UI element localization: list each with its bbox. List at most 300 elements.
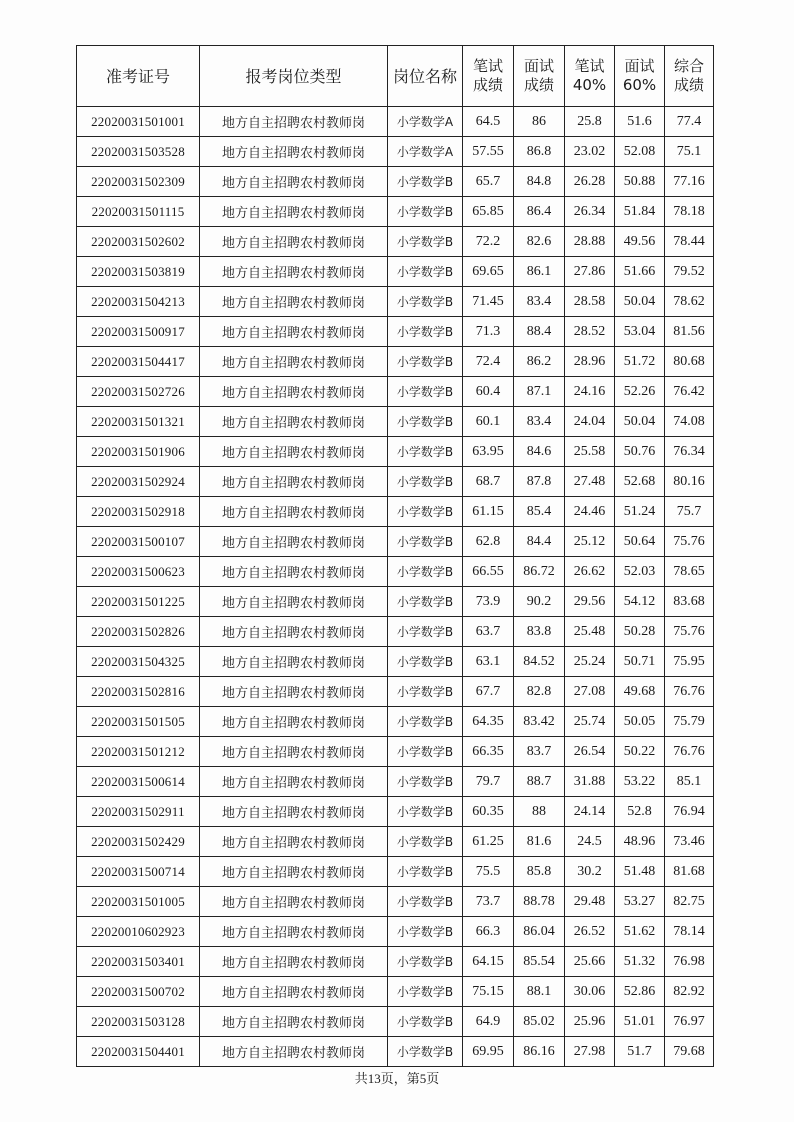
cell-exam-id: 22020031502924: [77, 467, 200, 497]
cell-interview-60: 53.22: [615, 767, 665, 797]
cell-interview-score: 86.4: [514, 197, 565, 227]
cell-written-40: 29.48: [565, 887, 615, 917]
header-position-type: 报考岗位类型: [200, 46, 388, 107]
cell-written-40: 28.52: [565, 317, 615, 347]
cell-position-name: 小学数学B: [388, 227, 463, 257]
cell-position-type: 地方自主招聘农村教师岗: [200, 917, 388, 947]
table-row: [77, 467, 714, 497]
cell-exam-id: 22020031503528: [77, 137, 200, 167]
cell-interview-score: 86.1: [514, 257, 565, 287]
table-row: [77, 257, 714, 287]
header-total-score-line1: 综合: [673, 57, 704, 75]
table-body: [77, 107, 714, 1067]
cell-interview-score: 87.8: [514, 467, 565, 497]
table-row: [77, 227, 714, 257]
cell-interview-score: 88.4: [514, 317, 565, 347]
cell-interview-score: 84.8: [514, 167, 565, 197]
cell-written-40: 23.02: [565, 137, 615, 167]
cell-written-score: 66.3: [463, 917, 514, 947]
cell-written-score: 64.5: [463, 107, 514, 137]
cell-exam-id: 22020031502918: [77, 497, 200, 527]
cell-total-score: 79.52: [665, 257, 714, 287]
header-written-40-line1: 笔试: [574, 57, 605, 75]
table-row: [77, 587, 714, 617]
header-interview-60-line2: 60%: [622, 76, 657, 94]
cell-written-40: 30.06: [565, 977, 615, 1007]
cell-total-score: 77.16: [665, 167, 714, 197]
cell-total-score: 82.92: [665, 977, 714, 1007]
cell-exam-id: 22020031500702: [77, 977, 200, 1007]
table-row: [77, 287, 714, 317]
header-position-name: 岗位名称: [388, 46, 463, 107]
cell-interview-score: 83.4: [514, 407, 565, 437]
cell-interview-60: 51.32: [615, 947, 665, 977]
cell-interview-60: 50.04: [615, 407, 665, 437]
cell-position-name: 小学数学B: [388, 167, 463, 197]
cell-position-name: 小学数学B: [388, 1037, 463, 1067]
cell-exam-id: 22020031500917: [77, 317, 200, 347]
cell-interview-60: 51.62: [615, 917, 665, 947]
cell-position-name: 小学数学B: [388, 317, 463, 347]
cell-total-score: 76.97: [665, 1007, 714, 1037]
cell-exam-id: 22020031502816: [77, 677, 200, 707]
cell-interview-score: 83.4: [514, 287, 565, 317]
cell-position-name: 小学数学B: [388, 587, 463, 617]
cell-position-type: 地方自主招聘农村教师岗: [200, 377, 388, 407]
table-row: [77, 707, 714, 737]
table-row: [77, 947, 714, 977]
cell-position-name: 小学数学B: [388, 347, 463, 377]
cell-position-type: 地方自主招聘农村教师岗: [200, 167, 388, 197]
cell-position-name: 小学数学B: [388, 797, 463, 827]
cell-written-score: 61.15: [463, 497, 514, 527]
cell-written-40: 26.34: [565, 197, 615, 227]
cell-written-40: 24.16: [565, 377, 615, 407]
table-row: [77, 857, 714, 887]
cell-written-40: 27.98: [565, 1037, 615, 1067]
cell-written-40: 30.2: [565, 857, 615, 887]
header-total-score-line2: 成绩: [673, 76, 704, 94]
cell-interview-60: 51.6: [615, 107, 665, 137]
cell-interview-60: 51.7: [615, 1037, 665, 1067]
cell-exam-id: 22020031504213: [77, 287, 200, 317]
cell-total-score: 75.1: [665, 137, 714, 167]
table-row: [77, 317, 714, 347]
cell-written-40: 25.12: [565, 527, 615, 557]
cell-written-score: 65.7: [463, 167, 514, 197]
cell-position-name: 小学数学B: [388, 947, 463, 977]
cell-position-type: 地方自主招聘农村教师岗: [200, 107, 388, 137]
table-row: [77, 647, 714, 677]
cell-position-type: 地方自主招聘农村教师岗: [200, 677, 388, 707]
cell-exam-id: 22020031502726: [77, 377, 200, 407]
cell-total-score: 76.42: [665, 377, 714, 407]
cell-written-score: 64.15: [463, 947, 514, 977]
cell-position-type: 地方自主招聘农村教师岗: [200, 827, 388, 857]
cell-written-40: 28.58: [565, 287, 615, 317]
cell-written-40: 26.52: [565, 917, 615, 947]
cell-written-score: 57.55: [463, 137, 514, 167]
cell-written-score: 69.65: [463, 257, 514, 287]
cell-position-name: 小学数学B: [388, 827, 463, 857]
cell-position-type: 地方自主招聘农村教师岗: [200, 317, 388, 347]
cell-written-40: 28.96: [565, 347, 615, 377]
cell-total-score: 83.68: [665, 587, 714, 617]
cell-total-score: 82.75: [665, 887, 714, 917]
cell-written-score: 64.35: [463, 707, 514, 737]
cell-interview-60: 53.27: [615, 887, 665, 917]
cell-total-score: 81.68: [665, 857, 714, 887]
cell-position-name: 小学数学B: [388, 887, 463, 917]
table-row: [77, 887, 714, 917]
cell-total-score: 85.1: [665, 767, 714, 797]
cell-exam-id: 22020031502309: [77, 167, 200, 197]
cell-written-score: 65.85: [463, 197, 514, 227]
cell-position-name: 小学数学B: [388, 197, 463, 227]
cell-written-score: 75.15: [463, 977, 514, 1007]
cell-exam-id: 22020031502911: [77, 797, 200, 827]
cell-position-name: 小学数学B: [388, 677, 463, 707]
cell-interview-score: 82.6: [514, 227, 565, 257]
cell-written-40: 25.66: [565, 947, 615, 977]
cell-exam-id: 22020031501321: [77, 407, 200, 437]
cell-interview-60: 50.64: [615, 527, 665, 557]
cell-exam-id: 22020031501505: [77, 707, 200, 737]
cell-interview-score: 85.8: [514, 857, 565, 887]
cell-position-name: 小学数学B: [388, 437, 463, 467]
page-footer: 共13页，第5页: [354, 1071, 440, 1086]
cell-position-type: 地方自主招聘农村教师岗: [200, 1037, 388, 1067]
cell-written-40: 24.46: [565, 497, 615, 527]
cell-exam-id: 22020031504401: [77, 1037, 200, 1067]
cell-total-score: 73.46: [665, 827, 714, 857]
cell-position-name: 小学数学B: [388, 857, 463, 887]
cell-position-type: 地方自主招聘农村教师岗: [200, 887, 388, 917]
cell-written-score: 60.35: [463, 797, 514, 827]
cell-position-name: 小学数学B: [388, 767, 463, 797]
cell-interview-score: 83.42: [514, 707, 565, 737]
cell-exam-id: 22020031501001: [77, 107, 200, 137]
cell-position-name: 小学数学B: [388, 917, 463, 947]
cell-exam-id: 22020010602923: [77, 917, 200, 947]
cell-interview-score: 90.2: [514, 587, 565, 617]
cell-exam-id: 22020031501005: [77, 887, 200, 917]
cell-interview-score: 85.02: [514, 1007, 565, 1037]
cell-total-score: 80.68: [665, 347, 714, 377]
table-row: [77, 347, 714, 377]
cell-position-type: 地方自主招聘农村教师岗: [200, 587, 388, 617]
cell-written-40: 27.86: [565, 257, 615, 287]
header-written-score-line2: 成绩: [472, 76, 503, 94]
cell-written-40: 27.48: [565, 467, 615, 497]
cell-interview-60: 52.26: [615, 377, 665, 407]
cell-total-score: 76.34: [665, 437, 714, 467]
cell-written-score: 73.9: [463, 587, 514, 617]
cell-written-40: 31.88: [565, 767, 615, 797]
cell-interview-60: 50.04: [615, 287, 665, 317]
score-table: [76, 45, 714, 1067]
cell-interview-60: 51.84: [615, 197, 665, 227]
cell-interview-score: 84.6: [514, 437, 565, 467]
cell-interview-score: 88.7: [514, 767, 565, 797]
cell-interview-60: 51.24: [615, 497, 665, 527]
cell-interview-60: 51.01: [615, 1007, 665, 1037]
cell-exam-id: 22020031501115: [77, 197, 200, 227]
cell-interview-score: 83.7: [514, 737, 565, 767]
cell-interview-60: 50.28: [615, 617, 665, 647]
cell-total-score: 76.76: [665, 737, 714, 767]
cell-interview-score: 86.16: [514, 1037, 565, 1067]
cell-total-score: 76.94: [665, 797, 714, 827]
cell-written-score: 67.7: [463, 677, 514, 707]
cell-position-name: 小学数学B: [388, 737, 463, 767]
cell-written-score: 60.4: [463, 377, 514, 407]
cell-written-score: 63.95: [463, 437, 514, 467]
cell-position-name: 小学数学B: [388, 287, 463, 317]
cell-exam-id: 22020031501212: [77, 737, 200, 767]
cell-interview-score: 85.4: [514, 497, 565, 527]
cell-written-score: 66.35: [463, 737, 514, 767]
cell-written-score: 75.5: [463, 857, 514, 887]
cell-position-name: 小学数学B: [388, 467, 463, 497]
table-row: [77, 497, 714, 527]
cell-exam-id: 22020031501906: [77, 437, 200, 467]
cell-exam-id: 22020031504325: [77, 647, 200, 677]
cell-written-40: 26.28: [565, 167, 615, 197]
header-interview-score: [514, 46, 565, 107]
table-row: [77, 377, 714, 407]
table-row: [77, 527, 714, 557]
cell-interview-score: 88: [514, 797, 565, 827]
cell-total-score: 78.44: [665, 227, 714, 257]
cell-interview-60: 52.86: [615, 977, 665, 1007]
cell-position-type: 地方自主招聘农村教师岗: [200, 197, 388, 227]
cell-interview-60: 49.68: [615, 677, 665, 707]
cell-interview-60: 54.12: [615, 587, 665, 617]
table-row: [77, 917, 714, 947]
cell-written-40: 26.54: [565, 737, 615, 767]
cell-total-score: 76.98: [665, 947, 714, 977]
cell-position-type: 地方自主招聘农村教师岗: [200, 467, 388, 497]
cell-interview-score: 86: [514, 107, 565, 137]
cell-written-40: 25.58: [565, 437, 615, 467]
cell-interview-60: 50.05: [615, 707, 665, 737]
cell-position-name: 小学数学B: [388, 527, 463, 557]
cell-interview-score: 84.52: [514, 647, 565, 677]
cell-written-score: 66.55: [463, 557, 514, 587]
cell-position-type: 地方自主招聘农村教师岗: [200, 287, 388, 317]
cell-interview-score: 86.04: [514, 917, 565, 947]
header-interview-60-line1: 面试: [624, 57, 655, 75]
cell-position-type: 地方自主招聘农村教师岗: [200, 257, 388, 287]
cell-total-score: 79.68: [665, 1037, 714, 1067]
cell-exam-id: 22020031503128: [77, 1007, 200, 1037]
cell-interview-score: 86.72: [514, 557, 565, 587]
cell-position-name: 小学数学B: [388, 707, 463, 737]
cell-position-name: 小学数学A: [388, 107, 463, 137]
cell-exam-id: 22020031502429: [77, 827, 200, 857]
cell-position-name: 小学数学A: [388, 137, 463, 167]
cell-position-type: 地方自主招聘农村教师岗: [200, 527, 388, 557]
cell-position-type: 地方自主招聘农村教师岗: [200, 407, 388, 437]
cell-interview-60: 52.08: [615, 137, 665, 167]
cell-position-type: 地方自主招聘农村教师岗: [200, 1007, 388, 1037]
cell-exam-id: 22020031501225: [77, 587, 200, 617]
cell-interview-score: 82.8: [514, 677, 565, 707]
cell-position-name: 小学数学B: [388, 497, 463, 527]
cell-written-40: 25.96: [565, 1007, 615, 1037]
cell-interview-60: 53.04: [615, 317, 665, 347]
cell-written-40: 27.08: [565, 677, 615, 707]
cell-interview-score: 84.4: [514, 527, 565, 557]
cell-total-score: 77.4: [665, 107, 714, 137]
cell-interview-60: 51.48: [615, 857, 665, 887]
header-written-score: [463, 46, 514, 107]
cell-total-score: 75.7: [665, 497, 714, 527]
cell-position-type: 地方自主招聘农村教师岗: [200, 437, 388, 467]
cell-interview-60: 52.68: [615, 467, 665, 497]
header-exam-id: 准考证号: [77, 46, 200, 107]
table-row: [77, 617, 714, 647]
cell-written-40: 29.56: [565, 587, 615, 617]
table-row: [77, 197, 714, 227]
cell-interview-60: 52.8: [615, 797, 665, 827]
cell-written-score: 72.4: [463, 347, 514, 377]
cell-interview-score: 85.54: [514, 947, 565, 977]
cell-position-name: 小学数学B: [388, 257, 463, 287]
table-row: [77, 767, 714, 797]
cell-position-type: 地方自主招聘农村教师岗: [200, 137, 388, 167]
cell-total-score: 75.76: [665, 617, 714, 647]
cell-position-name: 小学数学B: [388, 977, 463, 1007]
cell-total-score: 75.76: [665, 527, 714, 557]
table-row: [77, 557, 714, 587]
cell-total-score: 81.56: [665, 317, 714, 347]
cell-total-score: 80.16: [665, 467, 714, 497]
table-row: [77, 167, 714, 197]
cell-exam-id: 22020031502602: [77, 227, 200, 257]
cell-position-type: 地方自主招聘农村教师岗: [200, 557, 388, 587]
cell-position-type: 地方自主招聘农村教师岗: [200, 767, 388, 797]
cell-written-score: 69.95: [463, 1037, 514, 1067]
cell-position-type: 地方自主招聘农村教师岗: [200, 797, 388, 827]
cell-interview-60: 52.03: [615, 557, 665, 587]
cell-written-40: 25.74: [565, 707, 615, 737]
cell-interview-60: 48.96: [615, 827, 665, 857]
cell-exam-id: 22020031502826: [77, 617, 200, 647]
cell-interview-60: 51.72: [615, 347, 665, 377]
cell-position-name: 小学数学B: [388, 407, 463, 437]
cell-interview-score: 88.1: [514, 977, 565, 1007]
cell-interview-60: 50.71: [615, 647, 665, 677]
cell-position-type: 地方自主招聘农村教师岗: [200, 737, 388, 767]
cell-position-type: 地方自主招聘农村教师岗: [200, 947, 388, 977]
cell-position-type: 地方自主招聘农村教师岗: [200, 497, 388, 527]
table-row: [77, 1007, 714, 1037]
header-interview-60: [615, 46, 665, 107]
cell-written-40: 25.48: [565, 617, 615, 647]
cell-position-type: 地方自主招聘农村教师岗: [200, 857, 388, 887]
cell-position-name: 小学数学B: [388, 647, 463, 677]
table-row: [77, 797, 714, 827]
cell-written-40: 25.8: [565, 107, 615, 137]
cell-total-score: 78.18: [665, 197, 714, 227]
table-row: [77, 407, 714, 437]
cell-interview-score: 83.8: [514, 617, 565, 647]
cell-written-40: 24.04: [565, 407, 615, 437]
cell-written-score: 62.8: [463, 527, 514, 557]
cell-written-40: 28.88: [565, 227, 615, 257]
table-row: [77, 1037, 714, 1067]
cell-written-40: 25.24: [565, 647, 615, 677]
cell-interview-score: 86.8: [514, 137, 565, 167]
cell-position-type: 地方自主招聘农村教师岗: [200, 227, 388, 257]
cell-total-score: 75.79: [665, 707, 714, 737]
cell-written-40: 24.5: [565, 827, 615, 857]
cell-interview-60: 50.76: [615, 437, 665, 467]
cell-position-name: 小学数学B: [388, 617, 463, 647]
cell-written-score: 71.45: [463, 287, 514, 317]
cell-exam-id: 22020031500614: [77, 767, 200, 797]
cell-exam-id: 22020031500623: [77, 557, 200, 587]
cell-written-score: 79.7: [463, 767, 514, 797]
cell-written-40: 24.14: [565, 797, 615, 827]
cell-written-score: 68.7: [463, 467, 514, 497]
header-written-40-line2: 40%: [572, 76, 607, 94]
table-row: [77, 107, 714, 137]
table-row: [77, 977, 714, 1007]
cell-exam-id: 22020031500107: [77, 527, 200, 557]
cell-position-name: 小学数学B: [388, 557, 463, 587]
cell-interview-60: 50.88: [615, 167, 665, 197]
table-row: [77, 137, 714, 167]
header-interview-score-line1: 面试: [523, 57, 554, 75]
cell-interview-score: 81.6: [514, 827, 565, 857]
table-header: [77, 46, 714, 107]
table-row: [77, 827, 714, 857]
cell-total-score: 78.65: [665, 557, 714, 587]
table-row: [77, 437, 714, 467]
header-written-40: [565, 46, 615, 107]
cell-written-score: 64.9: [463, 1007, 514, 1037]
cell-position-type: 地方自主招聘农村教师岗: [200, 707, 388, 737]
header-row: [77, 46, 714, 107]
cell-position-type: 地方自主招聘农村教师岗: [200, 617, 388, 647]
cell-interview-score: 88.78: [514, 887, 565, 917]
header-interview-score-line2: 成绩: [523, 76, 554, 94]
cell-total-score: 74.08: [665, 407, 714, 437]
cell-interview-score: 87.1: [514, 377, 565, 407]
cell-total-score: 78.14: [665, 917, 714, 947]
cell-position-type: 地方自主招聘农村教师岗: [200, 347, 388, 377]
header-total-score: [665, 46, 714, 107]
cell-exam-id: 22020031503819: [77, 257, 200, 287]
cell-written-score: 60.1: [463, 407, 514, 437]
cell-written-score: 61.25: [463, 827, 514, 857]
cell-written-score: 72.2: [463, 227, 514, 257]
cell-exam-id: 22020031503401: [77, 947, 200, 977]
cell-written-score: 63.1: [463, 647, 514, 677]
cell-total-score: 75.95: [665, 647, 714, 677]
cell-position-type: 地方自主招聘农村教师岗: [200, 647, 388, 677]
cell-written-40: 26.62: [565, 557, 615, 587]
cell-written-score: 63.7: [463, 617, 514, 647]
cell-written-score: 73.7: [463, 887, 514, 917]
cell-exam-id: 22020031500714: [77, 857, 200, 887]
cell-interview-60: 50.22: [615, 737, 665, 767]
cell-position-type: 地方自主招聘农村教师岗: [200, 977, 388, 1007]
cell-written-score: 71.3: [463, 317, 514, 347]
